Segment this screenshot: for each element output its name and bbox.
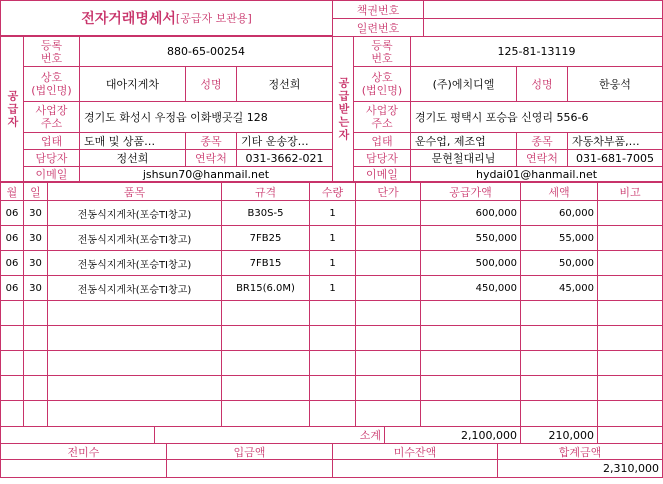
addr-label-line1: 사업장: [366, 104, 398, 117]
table-cell-tax: [520, 325, 598, 351]
table-cell-day: [23, 325, 48, 351]
title-text: 전자거래명세서: [81, 11, 176, 27]
table-cell-day: 30: [23, 275, 48, 301]
addr-label-line2: 주소: [40, 117, 63, 130]
table-cell-month: 06: [0, 225, 24, 251]
buyer-addr-label: [353, 101, 411, 133]
table-cell-note: [597, 375, 663, 401]
table-cell-qty: [309, 300, 356, 326]
col-header-month: 월: [0, 182, 24, 201]
table-cell-qty: [309, 350, 356, 376]
buyer-phone-label: 연락처: [516, 149, 568, 167]
buyer-biz-item: 자동차부품,…: [567, 132, 663, 150]
table-cell-item: [47, 300, 222, 326]
supplier-reg-label: [23, 36, 80, 67]
supplier-address: 경기도 화성시 우정읍 이화뱅곳길 128: [79, 101, 333, 133]
supplier-item-label: 종목: [185, 132, 237, 150]
subtotal-label: 소계: [154, 426, 385, 444]
table-cell-unit-price: [355, 300, 421, 326]
name-label-line2: (법인명): [31, 84, 72, 97]
table-cell-qty: [309, 400, 356, 427]
table-cell-tax: [520, 400, 598, 427]
table-cell-note: [597, 200, 663, 226]
addr-label-line1: 사업장: [35, 104, 68, 117]
supplier-type-label: 업태: [23, 132, 80, 150]
table-cell-month: [0, 350, 24, 376]
serial-no-label: 일련번호: [332, 18, 424, 37]
col-header-supply: 공급가액: [420, 182, 521, 201]
table-cell-spec: [221, 400, 310, 427]
table-cell-qty: [309, 325, 356, 351]
buyer-biz-type: 운수업, 제조업: [410, 132, 517, 150]
table-cell-item: 전동식지게차(포승TI창고): [47, 250, 222, 276]
buyer-reg-no: 125-81-13119: [410, 36, 663, 67]
table-cell-unit-price: [355, 250, 421, 276]
supplier-phone-label: 연락처: [185, 149, 237, 167]
table-cell-supply: 550,000: [420, 225, 521, 251]
table-cell-month: [0, 300, 24, 326]
supplier-email: jshsun70@hanmail.net: [79, 166, 333, 182]
buyer-name: (주)에치디엘: [410, 66, 517, 102]
name-label-line1: 상호: [40, 71, 63, 84]
table-cell-item: [47, 325, 222, 351]
table-cell-note: [597, 250, 663, 276]
grand-total-value: 2,310,000: [497, 459, 663, 478]
table-cell-tax: 45,000: [520, 275, 598, 301]
table-cell-supply: [420, 375, 521, 401]
table-cell-qty: [309, 375, 356, 401]
table-cell-unit-price: [355, 350, 421, 376]
col-header-tax: 세액: [520, 182, 598, 201]
table-cell-month: [0, 400, 24, 427]
document-title: [0, 0, 333, 36]
col-header-qty: 수량: [309, 182, 356, 201]
reg-label-line2: 번호: [40, 51, 63, 65]
table-cell-month: 06: [0, 275, 24, 301]
table-cell-day: 30: [23, 200, 48, 226]
table-cell-note: [597, 275, 663, 301]
supplier-contact-label: 담당자: [23, 149, 80, 167]
book-no-value: [423, 0, 663, 19]
table-cell-note: [597, 325, 663, 351]
supplier-biz-type: 도매 및 상품…: [79, 132, 186, 150]
title-subtitle: [공급자 보관용]: [175, 12, 252, 25]
table-cell-supply: 600,000: [420, 200, 521, 226]
table-cell-item: 전동식지게차(포승TI창고): [47, 200, 222, 226]
table-cell-spec: 7FB15: [221, 250, 310, 276]
table-cell-spec: B30S-5: [221, 200, 310, 226]
table-cell-item: 전동식지게차(포승TI창고): [47, 225, 222, 251]
subtotal-tax: 210,000: [520, 426, 598, 444]
table-cell-note: [597, 400, 663, 427]
buyer-contact-label: 담당자: [353, 149, 411, 167]
table-cell-item: 전동식지게차(포승TI창고): [47, 275, 222, 301]
prev-unpaid-label: 전미수: [0, 443, 167, 460]
supplier-biz-item: 기타 운송장…: [236, 132, 333, 150]
prev-unpaid-value: [0, 459, 167, 478]
supplier-name: 대아지게차: [79, 66, 186, 102]
table-cell-supply: [420, 400, 521, 427]
book-no-label: 책권번호: [332, 0, 424, 19]
subtotal-note: [597, 426, 663, 444]
name-label-line2: (법인명): [361, 84, 403, 97]
name-label-line1: 상호: [371, 71, 393, 84]
subtotal-supply: 2,100,000: [384, 426, 521, 444]
table-cell-tax: 60,000: [520, 200, 598, 226]
table-cell-day: [23, 350, 48, 376]
buyer-phone: 031-681-7005: [567, 149, 663, 167]
table-cell-tax: [520, 300, 598, 326]
buyer-contact: 문현철대리님: [410, 149, 517, 167]
col-header-item: 품목: [47, 182, 222, 201]
table-cell-supply: [420, 300, 521, 326]
table-cell-month: 06: [0, 250, 24, 276]
table-cell-unit-price: [355, 275, 421, 301]
supplier-phone: 031-3662-021: [236, 149, 333, 167]
buyer-type-label: 업태: [353, 132, 411, 150]
reg-label-line1: 등록: [40, 38, 63, 52]
supplier-rep-label: 성명: [185, 66, 237, 102]
table-cell-note: [597, 300, 663, 326]
table-cell-qty: 1: [309, 275, 356, 301]
col-header-note: 비고: [597, 182, 663, 201]
table-cell-day: [23, 300, 48, 326]
table-cell-item: [47, 400, 222, 427]
table-cell-month: 06: [0, 200, 24, 226]
buyer-rep: 한웅석: [567, 66, 663, 102]
table-cell-unit-price: [355, 375, 421, 401]
paid-value: [166, 459, 333, 478]
buyer-email: hydai01@hanmail.net: [410, 166, 663, 182]
table-cell-tax: [520, 375, 598, 401]
table-cell-supply: 500,000: [420, 250, 521, 276]
supplier-contact: 정선희: [79, 149, 186, 167]
serial-no-value: [423, 18, 663, 37]
supplier-rep: 정선희: [236, 66, 333, 102]
table-cell-unit-price: [355, 400, 421, 427]
supplier-reg-no: 880-65-00254: [79, 36, 333, 67]
subtotal-blank-left: [0, 426, 155, 444]
reg-label-line2: 번호: [371, 51, 393, 65]
table-cell-tax: [520, 350, 598, 376]
supplier-email-label: 이메일: [23, 166, 80, 182]
table-cell-spec: [221, 300, 310, 326]
buyer-rep-label: 성명: [516, 66, 568, 102]
buyer-name-label: [353, 66, 411, 102]
unpaid-balance-value: [332, 459, 498, 478]
table-cell-note: [597, 225, 663, 251]
table-cell-tax: 50,000: [520, 250, 598, 276]
table-cell-day: [23, 375, 48, 401]
supplier-addr-label: [23, 101, 80, 133]
reg-label-line1: 등록: [371, 38, 393, 52]
table-cell-spec: [221, 375, 310, 401]
table-cell-spec: BR15(6.0M): [221, 275, 310, 301]
supplier-name-label: [23, 66, 80, 102]
table-cell-unit-price: [355, 225, 421, 251]
table-cell-note: [597, 350, 663, 376]
table-cell-unit-price: [355, 325, 421, 351]
buyer-reg-label: [353, 36, 411, 67]
table-cell-qty: 1: [309, 225, 356, 251]
supplier-side-label: 공급자: [0, 36, 24, 182]
table-cell-day: 30: [23, 250, 48, 276]
col-header-spec: 규격: [221, 182, 310, 201]
table-cell-qty: 1: [309, 200, 356, 226]
table-cell-supply: [420, 325, 521, 351]
table-cell-tax: 55,000: [520, 225, 598, 251]
table-cell-spec: [221, 350, 310, 376]
buyer-email-label: 이메일: [353, 166, 411, 182]
buyer-item-label: 종목: [516, 132, 568, 150]
table-cell-spec: [221, 325, 310, 351]
table-cell-item: [47, 350, 222, 376]
table-cell-spec: 7FB25: [221, 225, 310, 251]
table-cell-supply: 450,000: [420, 275, 521, 301]
buyer-address: 경기도 평택시 포승읍 신영리 556-6: [410, 101, 663, 133]
col-header-day: 일: [23, 182, 48, 201]
addr-label-line2: 주소: [371, 117, 393, 130]
paid-label: 입금액: [166, 443, 333, 460]
unpaid-balance-label: 미수잔액: [332, 443, 498, 460]
table-cell-month: [0, 325, 24, 351]
table-cell-unit-price: [355, 200, 421, 226]
table-cell-supply: [420, 350, 521, 376]
grand-total-label: 합계금액: [497, 443, 663, 460]
buyer-side-label: 공급받는자: [332, 36, 354, 182]
table-cell-item: [47, 375, 222, 401]
table-cell-qty: 1: [309, 250, 356, 276]
table-cell-day: 30: [23, 225, 48, 251]
table-cell-day: [23, 400, 48, 427]
table-cell-month: [0, 375, 24, 401]
col-header-unit-price: 단가: [355, 182, 421, 201]
